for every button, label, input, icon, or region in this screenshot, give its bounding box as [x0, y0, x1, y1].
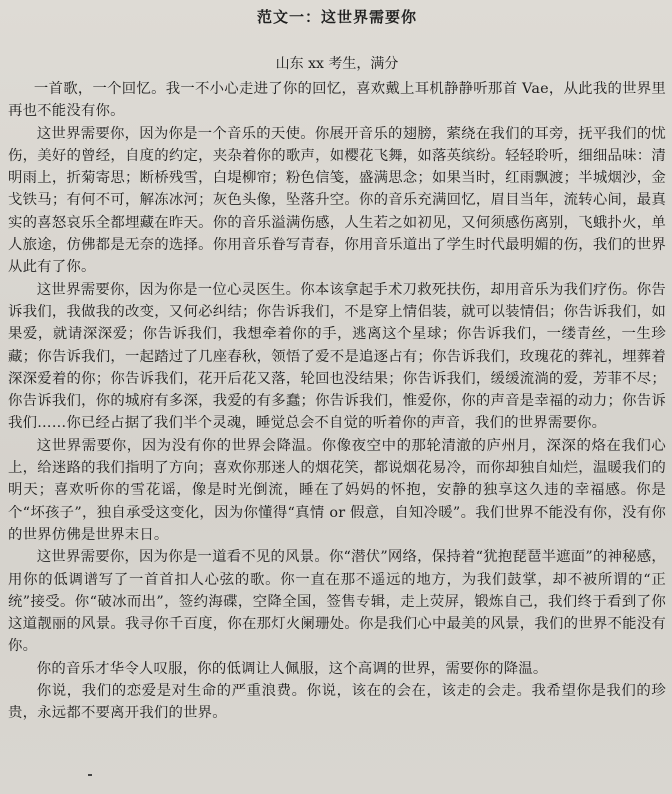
paragraph-invisible-scenery: 这世界需要你，因为你是一道看不见的风景。你“潜伏”网络，保持着“犹抱琵琶半遮面”的神秘感，用你的低调谱写了一首首扣人心弦的歌。你一直在那不遥远的地方，为我们鼓掌，却不被所谓的“正统”接受。你“破冰而出”，签约海碟，空降全国，签售专辑，走上荧屏，锻炼自己，我们终于看到了你这道靓丽的风景。我寻你千百度，你在那灯火阑珊处。你是我们心中最美的风景，我们的世界不能没有你。 — [8, 549, 666, 655]
essay-title: 范文一：这世界需要你 — [256, 8, 417, 26]
paragraph-closing: 你说，我们的恋爱是对生命的严重浪费。你说，该在的会在，该走的会走。我希望你是我们的珍贵，永远都不要离开我们的世界。 — [8, 683, 666, 722]
paragraph-music-angel: 这世界需要你，因为你是一个音乐的天使。你展开音乐的翅膀，萦绕在我们的耳旁，抚平我们的忧伤，美好的曾经，自度的约定，夹杂着你的歌声，如樱花飞舞，如落英缤纷。轻轻聆听，细细品味：清明雨上，折菊寄思；断桥残雪，白堤柳帘；粉色信笺，盛满思念；如果当时，红雨飘渡；半城烟沙，金戈铁马；有何不可，解冻冰河；灰色头像，坠落升空。你的音乐充满回忆，眉目当年，流转心间，最真实的喜怒哀乐全都埋藏在昨天。你的音乐溢满伤感，人生若之如初见，又何须感伤离别，飞蛾扑火，单人旅途，仿佛都是无奈的选择。你用音乐眷写青春，你用音乐道出了学生时代最明媚的伤，我们的世界从此有了你。 — [8, 125, 666, 276]
paragraph-world-cools: 这世界需要你，因为没有你的世界会降温。你像夜空中的那轮清澈的庐州月，深深的烙在我们心上，给迷路的我们指明了方向；喜欢你那迷人的烟花笑，都说烟花易冷，而你却独自灿烂，温暖我们的明天；喜欢听你的雪花谣，像是时光倒流，睡在了妈妈的怀抱，安静的独享这久违的幸福感。你是个“坏孩子”，独自承受这变化，因为你懂得“真情 or 假意，自知冷暖”。我们世界不能没有你，没有你的世界仿佛是世界末日。 — [8, 437, 666, 543]
print-speck — [88, 774, 92, 776]
paragraph-soul-doctor: 这世界需要你，因为你是一位心灵医生。你本该拿起手术刀救死扶伤，却用音乐为我们疗伤。你告诉我们，我做我的改变，又何必纠结；你告诉我们，不是穿上情侣装，就可以装情侣；你告诉我们，如果爱，就请深深爱；你告诉我们，我想牵着你的手，逃离这个星球；你告诉我们，一缕青丝，一生珍藏；你告诉我们，一起踏过了几座春秋，领悟了爱不是追逐占有；你告诉我们，玫瑰花的葬礼，埋葬着深深爱着的你；你告诉我们，花开后花又落，轮回也没结果；你告诉我们，缓缓流淌的爱，芳菲不尽；你告诉我们，你的城府有多深，我爱的有多蠢；你告诉我们，惟爱你，你的声音是幸福的动力；你告诉我们……你已经占据了我们半个灵魂，睡觉总会不自觉的听着你的声音，我们的世界需要你。 — [8, 281, 666, 432]
author-byline: 山东 xx 考生，满分 — [275, 56, 399, 72]
paragraph-talent: 你的音乐才华令人叹服，你的低调让人佩服，这个高调的世界，需要你的降温。 — [36, 660, 548, 677]
paragraph-intro: 一首歌，一个回忆。我一不小心走进了你的回忆，喜欢戴上耳机静静听那首 Vae，从此我的世界里再也不能没有你。 — [8, 81, 666, 120]
